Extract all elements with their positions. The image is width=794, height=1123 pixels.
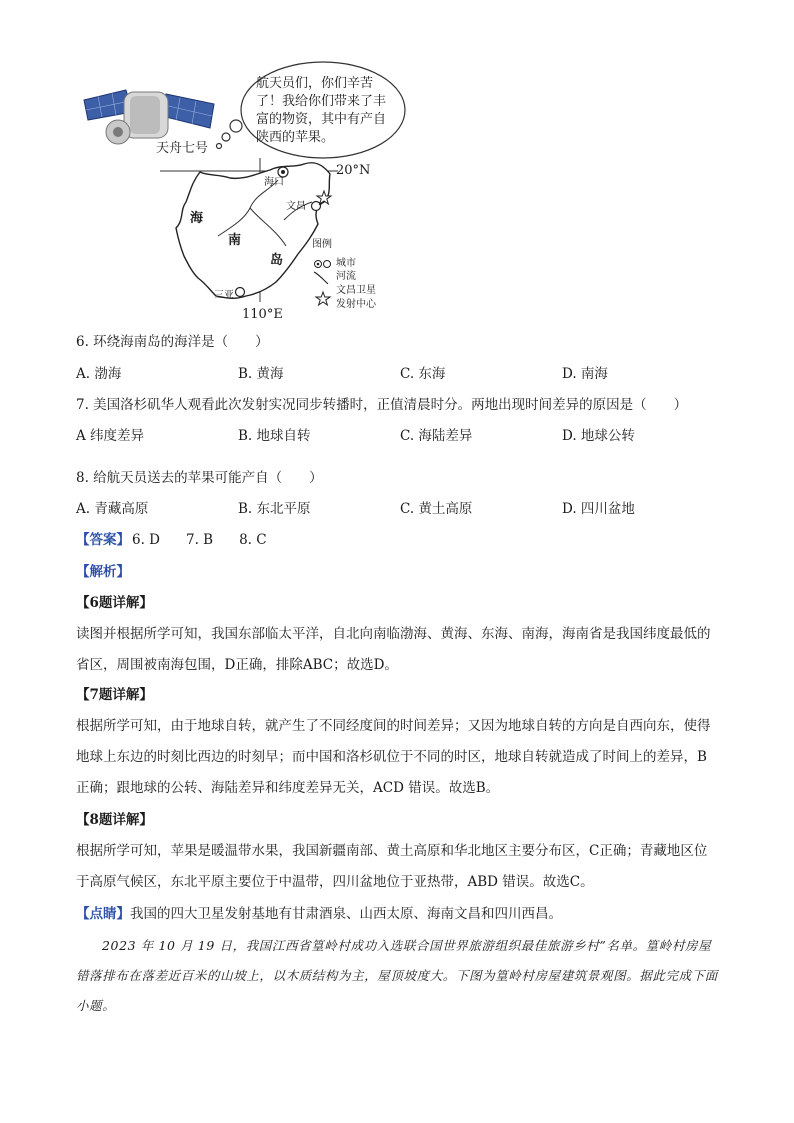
island-char-2: 南 xyxy=(228,233,242,248)
answer-label: 【答案】 xyxy=(76,532,130,548)
legend-city-label: 城市 xyxy=(336,258,356,269)
q8-option-a: A. 青藏高原 xyxy=(76,501,149,517)
hainan-map-figure xyxy=(80,60,410,325)
legend-launch-label-1: 文昌卫星 xyxy=(336,285,376,296)
q6-option-d: D. 南海 xyxy=(562,366,608,382)
detail-7-text: 根据所学可知，由于地球自转，就产生了不同经度间的时间差异；又因为地球自转的方向是自西向东，使得地球上东边的时刻比西边的时刻早；而中国和洛杉矶位于不同的时区，地球自转就造成了时间上的差异，B正确；跟地球的公转、海陆差异和纬度差异无关，ACD 错误。故选B。 xyxy=(76,718,711,796)
island-char-3: 岛 xyxy=(270,253,284,268)
detail-8-label: 【8题详解】 xyxy=(76,812,153,828)
detail-6-text: 读图并根据所学可知，我国东部临太平洋，自北向南临渤海、黄海、东海、南海，海南省是我国纬度最低的省区，周围被南海包围，D正确，排除ABC；故选D。 xyxy=(76,626,711,673)
analysis-label: 【解析】 xyxy=(76,564,130,580)
city-wenchang-marker xyxy=(312,202,321,211)
spacecraft-illustration xyxy=(84,90,214,144)
legend-city-symbol xyxy=(315,261,331,268)
answer-6: 6. D xyxy=(132,532,160,548)
legend-star-symbol xyxy=(316,292,330,305)
legend-river-label: 河流 xyxy=(336,271,356,282)
question-8-stem: 8. 给航天员送去的苹果可能产自（ ） xyxy=(76,470,323,486)
speech-text: 航天员们，你们辛苦了！我给你们带来了丰富的物资，其中有产自陕西的苹果。 xyxy=(256,76,387,145)
answer-7: 7. B xyxy=(186,532,214,548)
detail-7-label: 【7题详解】 xyxy=(76,687,153,703)
q8-option-c: C. 黄土高原 xyxy=(400,501,473,517)
city-sanya-marker xyxy=(236,288,245,297)
craft-label: 天舟七号 xyxy=(156,141,209,156)
question-6-stem: 6. 环绕海南岛的海洋是（ ） xyxy=(76,334,269,350)
city-haikou-marker xyxy=(278,167,288,177)
q7-option-d: D. 地球公转 xyxy=(562,428,635,444)
q6-option-c: C. 东海 xyxy=(400,366,446,382)
answer-8: 8. C xyxy=(239,532,267,548)
latitude-label: 20°N xyxy=(336,163,371,178)
legend-river-symbol xyxy=(314,272,328,284)
q7-option-b: B. 地球自转 xyxy=(238,428,311,444)
city-wenchang-label: 文昌 xyxy=(286,201,306,212)
q8-option-d: D. 四川盆地 xyxy=(562,501,635,517)
city-haikou-label: 海口 xyxy=(264,177,284,188)
answer-line xyxy=(76,534,293,548)
q7-option-a: A 纬度差异 xyxy=(76,428,145,444)
next-intro-text: 2023 年 10 月 19 日，我国江西省篁岭村成功入选联合国世界旅游组织最佳旅游乡村”名单。篁岭村房屋错落排布在落差近百米的山坡上，以木质结构为主，屋顶坡度大。下图为篁岭村房屋建筑景观图。据此完成下面小题。 xyxy=(76,938,718,1013)
tip-label: 【点睛】 xyxy=(76,906,130,922)
hainan-island-outline xyxy=(176,163,330,299)
tip-text: 我国的四大卫星发射基地有甘肃酒泉、山西太原、海南文昌和四川西昌。 xyxy=(130,906,562,922)
legend-launch-label-2: 发射中心 xyxy=(336,299,376,310)
city-sanya-label: 三亚 xyxy=(214,290,234,301)
q6-option-b: B. 黄海 xyxy=(238,366,284,382)
legend-title: 图例 xyxy=(312,239,332,250)
detail-8-text: 根据所学可知，苹果是暖温带水果，我国新疆南部、黄土高原和华北地区主要分布区，C正确；青藏地区位于高原气候区，东北平原主要位于中温带，四川盆地位于亚热带，ABD 错误。故选C。 xyxy=(76,843,708,890)
q7-option-c: C. 海陆差异 xyxy=(400,428,473,444)
longitude-label: 110°E xyxy=(242,307,283,322)
detail-6-label: 【6题详解】 xyxy=(76,595,153,611)
q6-option-a: A. 渤海 xyxy=(76,366,122,382)
island-char-1: 海 xyxy=(190,211,204,226)
q8-option-b: B. 东北平原 xyxy=(238,501,311,517)
question-7-stem: 7. 美国洛杉矶华人观看此次发射实况同步转播时，正值清晨时分。两地出现时间差异的原因是（ ） xyxy=(76,397,688,413)
tip-line xyxy=(76,908,562,922)
